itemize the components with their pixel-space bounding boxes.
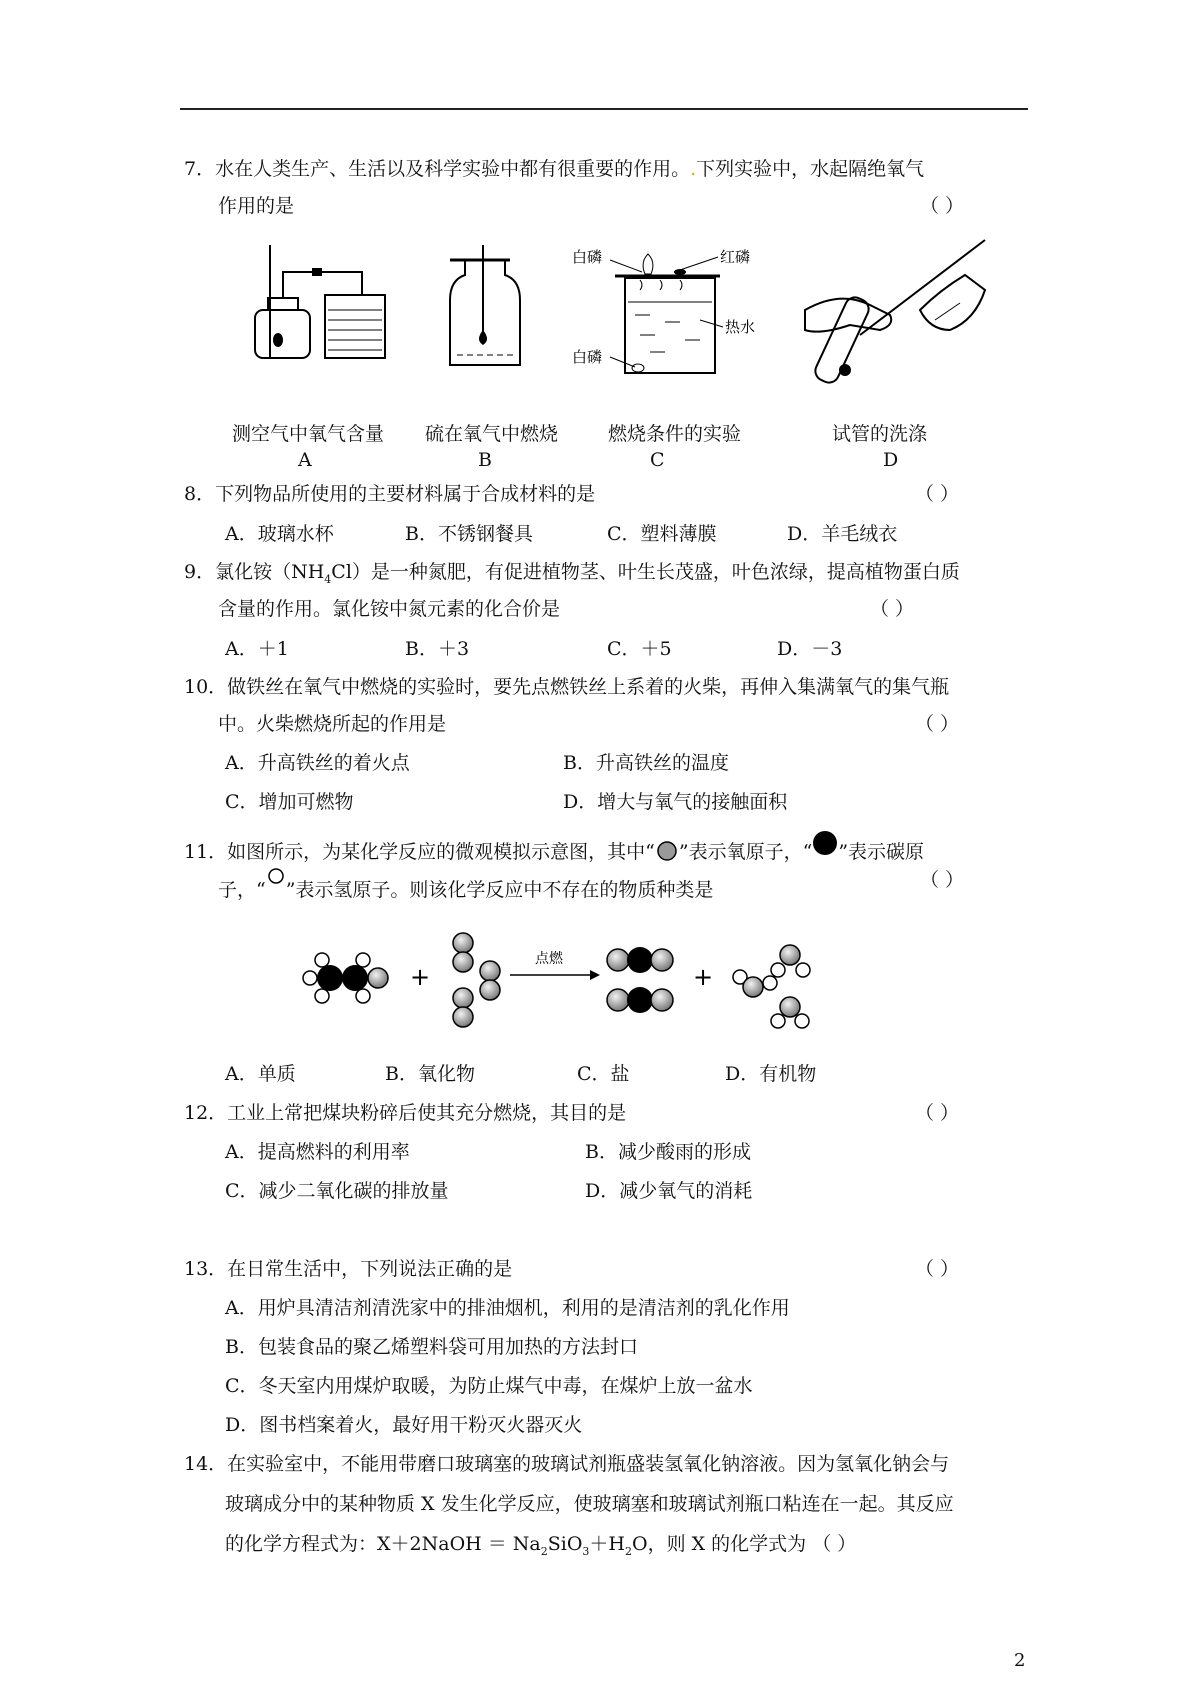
q12-answer-bracket: （ ） bbox=[915, 1102, 960, 1124]
q12-stem: 12．工业上常把煤块粉碎后使其充分燃烧，其目的是 bbox=[184, 1102, 627, 1124]
q9-option-b: B．＋3 bbox=[405, 638, 470, 660]
q9-answer-bracket: （ ） bbox=[870, 598, 915, 620]
oxygen-molecules bbox=[453, 933, 500, 1027]
figure-b-apparatus bbox=[445, 245, 535, 390]
figure-a-caption: 测空气中氧气含量 bbox=[232, 423, 385, 445]
q10-option-d: D．增大与氧气的接触面积 bbox=[563, 791, 788, 813]
q13-answer-bracket: （ ） bbox=[915, 1258, 960, 1280]
q7-answer-bracket: （ ） bbox=[920, 195, 965, 217]
svg-text:热水: 热水 bbox=[725, 318, 756, 336]
carbon-dioxide-molecules bbox=[607, 947, 673, 1013]
q12-option-d: D．减少氧气的消耗 bbox=[585, 1180, 753, 1202]
ethane-molecule bbox=[303, 953, 388, 1003]
q11-line1: 11．如图所示，为某化学反应的微观模拟示意图，其中“ ”表示氧原子，“ ”表示碳原 bbox=[184, 830, 924, 864]
figure-a-letter: A bbox=[298, 449, 312, 471]
q9-line1: 9．氯化铵$(NH_4Cl)$是一种氮肥，有促进植物茎、叶生长茂盛，叶色浓绿，提高植物蛋白质 bbox=[184, 561, 960, 586]
q11-answer-bracket: （ ） bbox=[920, 869, 965, 891]
q12-option-a: A．提高燃料的利用率 bbox=[225, 1141, 410, 1163]
q10-option-a: A．升高铁丝的着火点 bbox=[225, 752, 410, 774]
q9-option-a: A．＋1 bbox=[225, 638, 289, 660]
hydrogen-atom-icon bbox=[266, 868, 286, 890]
svg-text:白磷: 白磷 bbox=[572, 348, 603, 366]
figure-d-caption: 试管的洗涤 bbox=[832, 423, 928, 445]
q7-line1: 7．水在人类生产、生活以及科学实验中都有很重要的作用。.下列实验中，水起隔绝氧气 bbox=[184, 158, 925, 180]
q10-option-c: C．增加可燃物 bbox=[225, 791, 354, 813]
q9-option-d: D．－3 bbox=[777, 638, 843, 660]
q8-option-b: B．不锈钢餐具 bbox=[405, 523, 533, 545]
q11-option-d: D．有机物 bbox=[725, 1063, 817, 1085]
q10-option-b: B．升高铁丝的温度 bbox=[563, 752, 729, 774]
header-rule bbox=[180, 108, 1028, 110]
q9-line2: 含量的作用。氯化铵中氮元素的化合价是 bbox=[218, 598, 561, 620]
q10-line1: 10．做铁丝在氧气中燃烧的实验时，要先点燃铁丝上系着的火柴，再伸入集满氧气的集气瓶 bbox=[184, 676, 950, 698]
q14-line1: 14．在实验室中，不能用带磨口玻璃塞的玻璃试剂瓶盛装氢氧化钠溶液。因为氢氧化钠会与 bbox=[184, 1453, 950, 1475]
figure-d-letter: D bbox=[883, 449, 899, 471]
reaction-condition-label: 点燃 bbox=[535, 951, 563, 967]
figure-b-caption: 硫在氧气中燃烧 bbox=[425, 423, 559, 445]
q8-answer-bracket: （ ） bbox=[915, 483, 960, 505]
oxygen-atom-icon bbox=[655, 841, 679, 861]
reaction-diagram bbox=[300, 925, 840, 1040]
q13-option-c: C．冬天室内用煤炉取暖，为防止煤气中毒，在煤炉上放一盆水 bbox=[225, 1375, 753, 1397]
q9-option-c: C．＋5 bbox=[607, 638, 672, 660]
figure-c-apparatus bbox=[570, 240, 770, 390]
figure-c-caption: 燃烧条件的实验 bbox=[608, 423, 742, 445]
q13-option-a: A．用炉具清洁剂清洗家中的排油烟机，利用的是清洁剂的乳化作用 bbox=[225, 1297, 790, 1319]
q14-line3: 的化学方程式为：X＋2NaOH ＝ $Na_2SiO_3+H_2O$，则 X 的化学式为 （ ） bbox=[225, 1533, 857, 1558]
q12-option-b: B．减少酸雨的形成 bbox=[585, 1141, 751, 1163]
water-molecules bbox=[733, 945, 810, 1028]
figure-b-letter: B bbox=[478, 449, 492, 471]
svg-text:红磷: 红磷 bbox=[720, 248, 751, 266]
q10-answer-bracket: （ ） bbox=[915, 713, 960, 735]
q13-stem: 13．在日常生活中，下列说法正确的是 bbox=[184, 1258, 513, 1280]
page-number: 2 bbox=[1014, 1650, 1026, 1671]
svg-text:白磷: 白磷 bbox=[572, 248, 603, 266]
q7-line2: 作用的是 bbox=[218, 195, 295, 217]
q8-option-c: C．塑料薄膜 bbox=[607, 523, 717, 545]
q13-option-d: D．图书档案着火，最好用干粉灭火器灭火 bbox=[225, 1414, 583, 1436]
q8-option-d: D．羊毛绒衣 bbox=[787, 523, 898, 545]
q11-option-c: C．盐 bbox=[577, 1063, 630, 1085]
q12-option-c: C．减少二氧化碳的排放量 bbox=[225, 1180, 449, 1202]
q11-line2: 子，“ ”表示氢原子。则该化学反应中不存在的物质种类是 bbox=[218, 868, 713, 902]
q8-option-a: A．玻璃水杯 bbox=[225, 523, 334, 545]
q13-option-b: B．包装食品的聚乙烯塑料袋可用加热的方法封口 bbox=[225, 1336, 638, 1358]
q10-line2: 中。火柴燃烧所起的作用是 bbox=[218, 713, 447, 735]
q14-line2: 玻璃成分中的某种物质 X 发生化学反应，使玻璃塞和玻璃试剂瓶口粘连在一起。其反应 bbox=[225, 1493, 954, 1515]
q11-option-a: A．单质 bbox=[225, 1063, 296, 1085]
q11-option-b: B．氧化物 bbox=[385, 1063, 475, 1085]
figure-c-letter: C bbox=[650, 449, 665, 471]
figure-d-apparatus bbox=[800, 235, 990, 390]
q8-stem: 8．下列物品所使用的主要材料属于合成材料的是 bbox=[184, 483, 596, 505]
plus-sign-2: + bbox=[693, 963, 714, 991]
figure-a-apparatus bbox=[250, 240, 390, 390]
carbon-atom-icon bbox=[812, 830, 838, 856]
plus-sign-1: + bbox=[410, 963, 431, 991]
